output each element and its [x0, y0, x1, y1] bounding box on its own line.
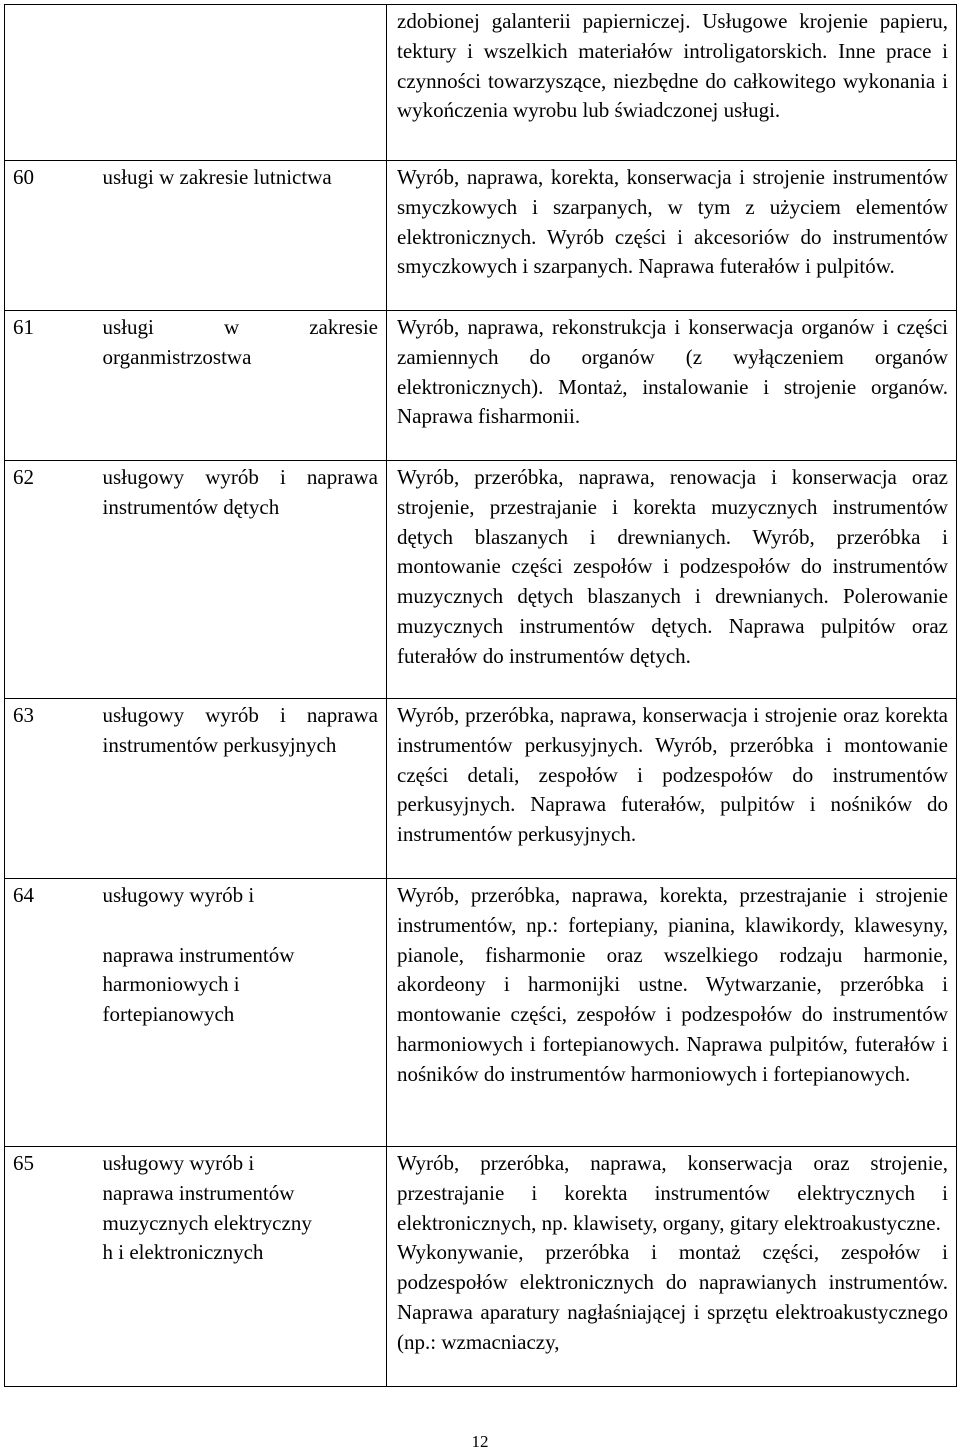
- service-description: Wyrób, naprawa, korekta, konserwacja i strojenie instrumentów smyczkowych i szarpanych, w tym z użyciem elementów elektronicznych. Wyrób części i akcesoriów do instrumentów smyczkowych i szarpanych. Naprawa futerałów i pulpitów.: [387, 161, 957, 311]
- table-row: [5, 461, 957, 699]
- service-description: Wyrób, przeróbka, naprawa, korekta, przestrajanie i strojenie instrumentów, np.: fortepiany, pianina, klawikordy, klawesyny, pianole, fisharmonie oraz wszelkiego rodzaju harmonie, akordeony i harmonijki ustne. Wytwarzanie, przeróbka i montowanie części, zespołów i podzespołów do instrumentów harmoniowych i fortepianowych. Naprawa pulpitów, futerałów i nośników do instrumentów harmoniowych i fortepianowych.: [387, 879, 957, 1147]
- service-name-line: usługowy wyrób i: [102, 1151, 255, 1175]
- table-row-continuation: [5, 5, 957, 161]
- service-name-line: muzycznych elektryczny: [102, 1210, 312, 1235]
- service-description: zdobionej galanterii papierniczej. Usługowe krojenie papieru, tektury i wszelkich materiałów introligatorskich. Inne prace i czynności towarzyszące, niezbędne do całkowitego wykonania i wykończenia wyrobu lub świadczonej usługi.: [387, 5, 957, 161]
- service-name-line: usługowy wyrób i: [102, 883, 255, 907]
- service-description-paragraph: Wykonywanie, przeróbka i montaż części, zespołów i podzespołów elektronicznych do naprawianych instrumentów. Naprawa aparatury nagłaśniającej i sprzętu elektroakustycznego (np.: wzmacniaczy,: [397, 1240, 948, 1354]
- row-number: 60: [5, 161, 97, 311]
- services-table: [4, 4, 957, 1387]
- service-name: usługi w zakresie lutnictwa: [97, 161, 387, 311]
- row-number: 64: [5, 879, 97, 1147]
- service-name-line: h i elektronicznych: [102, 1240, 264, 1265]
- table-row: [5, 1147, 957, 1387]
- table-row: [5, 879, 957, 1147]
- service-description: [387, 1147, 957, 1387]
- row-number: 62: [5, 461, 97, 699]
- row-number: [5, 5, 97, 161]
- table-row: [5, 311, 957, 461]
- table-row: [5, 699, 957, 879]
- service-description: Wyrób, przeróbka, naprawa, renowacja i konserwacja oraz strojenie, przestrajanie i korekta muzycznych instrumentów dętych blaszanych i drewnianych. Wyrób, przeróbka i montowanie części zespołów i podzespołów do instrumentów muzycznych dętych blaszanych i drewnianych. Polerowanie muzycznych instrumentów dętych. Naprawa pulpitów oraz futerałów do instrumentów dętych.: [387, 461, 957, 699]
- table-row: [5, 161, 957, 311]
- service-name: usługowy wyrób i naprawa instrumentów perkusyjnych: [97, 699, 387, 879]
- row-number: 65: [5, 1147, 97, 1387]
- service-name: usługowy wyrób i naprawa instrumentów dętych: [97, 461, 387, 699]
- service-name: [97, 1147, 387, 1387]
- service-name: [97, 5, 387, 161]
- page-number: 12: [471, 1432, 489, 1451]
- service-name: [97, 879, 387, 1147]
- row-number: 63: [5, 699, 97, 879]
- service-name-line: fortepianowych: [102, 1002, 235, 1027]
- service-table-wrapper: [4, 4, 956, 1387]
- service-description: Wyrób, naprawa, rekonstrukcja i konserwacja organów i części zamiennych do organów (z wyłączeniem organów elektronicznych). Montaż, instalowanie i strojenie organów. Naprawa fisharmonii.: [387, 311, 957, 461]
- service-description-paragraph: Wyrób, przeróbka, naprawa, konserwacja oraz strojenie, przestrajanie i korekta instrumentów elektrycznych i elektronicznych, np. klawisety, organy, gitary elektroakustyczne.: [397, 1151, 948, 1235]
- service-description: Wyrób, przeróbka, naprawa, konserwacja i strojenie oraz korekta instrumentów perkusyjnych. Wyrób, przeróbka i montowanie części detali, zespołów i podzespołów do instrumentów perkusyjnych. Naprawa futerałów, pulpitów i nośników do instrumentów perkusyjnych.: [387, 699, 957, 879]
- service-name-line: naprawa instrumentów: [102, 1180, 295, 1205]
- row-number: 61: [5, 311, 97, 461]
- service-name-line: naprawa instrumentów: [102, 942, 295, 967]
- service-name: usługi w zakresie organmistrzostwa: [97, 311, 387, 461]
- service-name-spacer: [103, 911, 379, 941]
- service-name-line: harmoniowych i: [102, 972, 240, 997]
